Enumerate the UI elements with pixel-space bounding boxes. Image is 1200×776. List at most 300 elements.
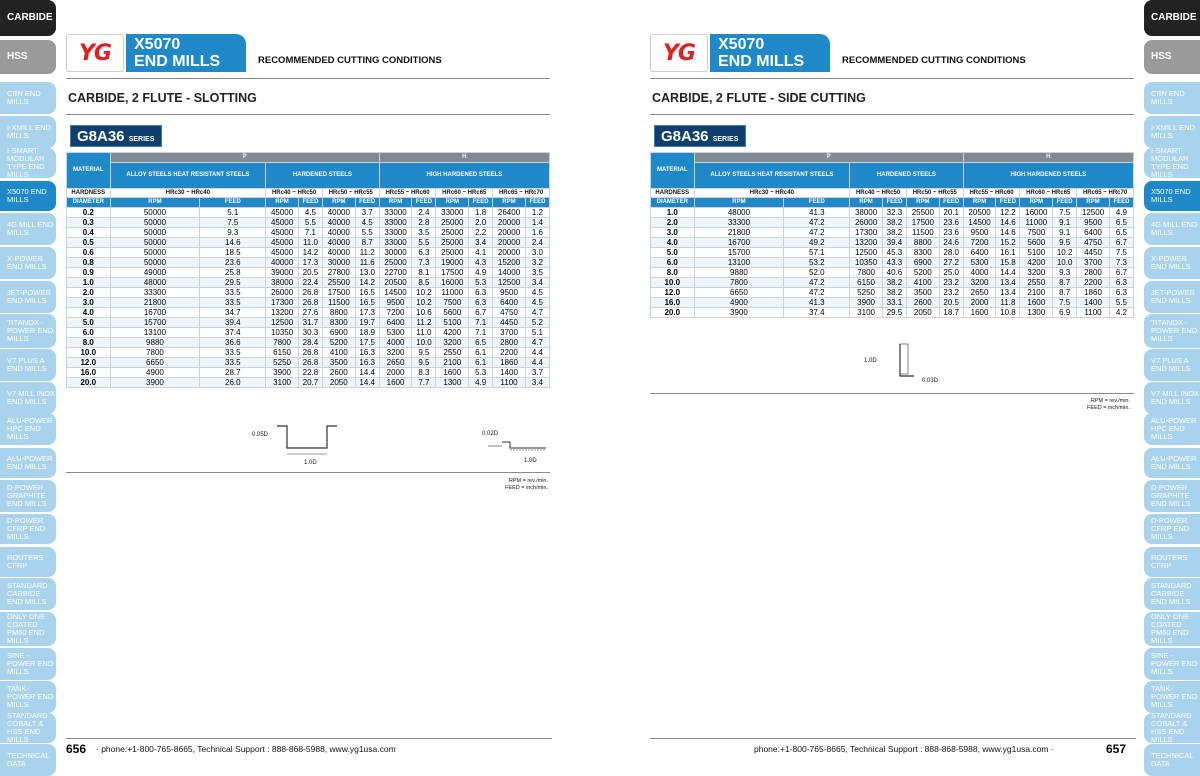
value-cell: 26.8: [298, 357, 322, 367]
diameter-cell: 5.0: [67, 317, 111, 327]
sidebar-tab[interactable]: TANK-POWER END MILLS: [1144, 681, 1200, 713]
value-cell: 4450: [1077, 247, 1110, 257]
value-cell: 14.4: [355, 377, 379, 387]
value-cell: 25000: [379, 257, 412, 267]
value-cell: 4.4: [525, 347, 549, 357]
value-cell: 7.1: [469, 317, 493, 327]
feed-header: FEED: [469, 198, 493, 208]
sidebar-tab[interactable]: ONLY ONE COATED PM60 END MILLS: [0, 612, 56, 646]
sidebar-tab[interactable]: ROUTERS CFRP: [1144, 547, 1200, 577]
value-cell: 2000: [379, 367, 412, 377]
hardened-header: HARDENED STEELS: [850, 162, 963, 188]
value-cell: 11.2: [355, 247, 379, 257]
table-row: [67, 377, 550, 387]
value-cell: 5.3: [469, 277, 493, 287]
value-cell: 1400: [493, 367, 526, 377]
sidebar-tab[interactable]: V7 PLUS A END MILLS: [1144, 349, 1200, 381]
sidebar-tab[interactable]: I-XMILL END MILLS: [1144, 116, 1200, 148]
sidebar-tab[interactable]: 4G MILL END MILLS: [0, 213, 56, 245]
value-cell: 7800: [694, 277, 784, 287]
value-cell: 33.5: [200, 347, 266, 357]
hardness-range: HRc40 ~ HRc50: [850, 188, 907, 198]
table-row: [651, 207, 1134, 217]
value-cell: 49.2: [784, 237, 850, 247]
value-cell: 41.3: [784, 297, 850, 307]
feed-header: FEED: [1053, 198, 1077, 208]
sidebar-tab[interactable]: CARBIDE: [1144, 0, 1200, 36]
value-cell: 5.5: [355, 227, 379, 237]
yg-logo: YG: [650, 34, 708, 72]
value-cell: 2650: [379, 357, 412, 367]
page-left: [62, 0, 552, 776]
value-cell: 3.5: [525, 267, 549, 277]
value-cell: 16.1: [996, 247, 1020, 257]
value-cell: 3.2: [525, 257, 549, 267]
value-cell: 4900: [694, 297, 784, 307]
value-cell: 17.5: [355, 337, 379, 347]
value-cell: 33000: [436, 207, 469, 217]
rpm-header: RPM: [1077, 198, 1110, 208]
sidebar-tab[interactable]: SINE -POWER END MILLS: [0, 648, 56, 680]
sidebar-tab[interactable]: X5070 END MILLS: [0, 181, 56, 211]
diameter-cell: 12.0: [67, 357, 111, 367]
value-cell: 11000: [436, 287, 469, 297]
value-cell: 4900: [110, 367, 200, 377]
diameter-cell: 0.4: [67, 227, 111, 237]
value-cell: 1600: [379, 377, 412, 387]
value-cell: 23.2: [939, 287, 963, 297]
value-cell: 6.5: [1109, 217, 1133, 227]
value-cell: 1.8: [469, 207, 493, 217]
value-cell: 20000: [493, 247, 526, 257]
sidebar-tab[interactable]: ONLY ONE COATED PM60 END MILLS: [1144, 612, 1200, 646]
rpm-header: RPM: [322, 198, 355, 208]
value-cell: 15.2: [996, 237, 1020, 247]
value-cell: 3900: [266, 367, 299, 377]
value-cell: 4.7: [525, 307, 549, 317]
value-cell: 9500: [379, 297, 412, 307]
high-hardened-header: HIGH HARDENED STEELS: [963, 162, 1133, 188]
alloy-header: ALLOY STEELS HEAT RESISTANT STEELS: [110, 162, 266, 188]
divider: [650, 78, 1134, 79]
divider: [66, 78, 550, 79]
table-row: [651, 267, 1134, 277]
footer-divider: [66, 738, 552, 739]
value-cell: 2200: [1077, 277, 1110, 287]
cutting-table: [66, 152, 550, 388]
value-cell: 19.7: [355, 317, 379, 327]
value-cell: 28.4: [298, 337, 322, 347]
value-cell: 5.5: [298, 217, 322, 227]
value-cell: 7.5: [1053, 207, 1077, 217]
table-row: [67, 217, 550, 227]
diameter-cell: 6.0: [67, 327, 111, 337]
value-cell: 11.0: [298, 237, 322, 247]
value-cell: 6.3: [1109, 277, 1133, 287]
value-cell: 7.5: [200, 217, 266, 227]
diameter-cell: 20.0: [67, 377, 111, 387]
value-cell: 12500: [850, 247, 883, 257]
value-cell: 1600: [963, 307, 996, 317]
value-cell: 13200: [266, 307, 299, 317]
value-cell: 3500: [322, 357, 355, 367]
sidebar-tab[interactable]: ALU-POWER END MILLS: [0, 448, 56, 478]
table-row: [67, 267, 550, 277]
diameter-header: DIAMETER: [651, 198, 695, 208]
value-cell: 11.8: [996, 297, 1020, 307]
value-cell: 18.5: [200, 247, 266, 257]
value-cell: 3200: [1020, 267, 1053, 277]
value-cell: 23.6: [200, 257, 266, 267]
diagram-height-label: 1.0D: [864, 358, 877, 364]
value-cell: 3500: [906, 287, 939, 297]
diameter-cell: 0.8: [67, 257, 111, 267]
value-cell: 14.6: [996, 217, 1020, 227]
value-cell: 4100: [322, 347, 355, 357]
value-cell: 2100: [436, 357, 469, 367]
value-cell: 17300: [850, 227, 883, 237]
slotting-diagram: [272, 424, 352, 464]
value-cell: 5300: [379, 327, 412, 337]
value-cell: 13.4: [996, 277, 1020, 287]
value-cell: 25000: [436, 227, 469, 237]
hardness-range: HRc65 ~ HRc70: [493, 188, 550, 198]
value-cell: 5.1: [200, 207, 266, 217]
value-cell: 6650: [110, 357, 200, 367]
rpm-header: RPM: [379, 198, 412, 208]
value-cell: 39.4: [882, 237, 906, 247]
value-cell: 25000: [436, 237, 469, 247]
value-cell: 7.3: [1109, 257, 1133, 267]
value-cell: 53.2: [784, 257, 850, 267]
value-cell: 1860: [1077, 287, 1110, 297]
rpm-header: RPM: [694, 198, 784, 208]
value-cell: 17.3: [298, 257, 322, 267]
value-cell: 2.0: [469, 217, 493, 227]
sidebar-tab[interactable]: TANK-POWER END MILLS: [0, 681, 56, 713]
sidebar-tab[interactable]: X-POWER END MILLS: [0, 247, 56, 279]
hardness-range: HRc65 ~ HRc70: [1077, 188, 1134, 198]
value-cell: 8300: [906, 247, 939, 257]
hardness-range: HRc60 ~ HRc65: [1020, 188, 1077, 198]
value-cell: 11500: [906, 227, 939, 237]
value-cell: 1100: [493, 377, 526, 387]
sidebar-tab[interactable]: ALU-POWER END MILLS: [1144, 448, 1200, 478]
value-cell: 40000: [266, 257, 299, 267]
value-cell: 9500: [963, 227, 996, 237]
value-cell: 23.6: [939, 217, 963, 227]
value-cell: 6400: [963, 247, 996, 257]
value-cell: 8.7: [355, 237, 379, 247]
sidebar-tab[interactable]: STANDARD CARBIDE END MILLS: [0, 578, 56, 610]
value-cell: 49000: [110, 267, 200, 277]
value-cell: 6400: [493, 297, 526, 307]
value-cell: 15.8: [996, 257, 1020, 267]
value-cell: 5200: [906, 267, 939, 277]
value-cell: 23.2: [939, 277, 963, 287]
value-cell: 3.4: [469, 237, 493, 247]
sidebar-tab[interactable]: CBN END MILLS: [0, 82, 56, 114]
value-cell: 4200: [1020, 257, 1053, 267]
value-cell: 2.8: [412, 217, 436, 227]
value-cell: 7200: [963, 237, 996, 247]
sidebar-tab[interactable]: CBN END MILLS: [1144, 82, 1200, 114]
table-row: [67, 307, 550, 317]
cutting-table: [650, 152, 1134, 318]
sidebar-tab[interactable]: I-SMART MODULAR TYPE END MILLS: [1144, 148, 1200, 178]
value-cell: 4.9: [1109, 207, 1133, 217]
value-cell: 9.1: [1053, 227, 1077, 237]
value-cell: 14000: [493, 267, 526, 277]
rpm-header: RPM: [110, 198, 200, 208]
diameter-cell: 12.0: [651, 287, 695, 297]
value-cell: 12.2: [996, 207, 1020, 217]
value-cell: 7.3: [412, 257, 436, 267]
table-row: [67, 317, 550, 327]
sidebar-tab[interactable]: D-POWER GRAPHITE END MILLS: [1144, 480, 1200, 512]
value-cell: 6.7: [1109, 237, 1133, 247]
value-cell: 20.1: [939, 207, 963, 217]
sidebar-tab[interactable]: JET-POWER END MILLS: [0, 281, 56, 313]
table-row: [651, 257, 1134, 267]
value-cell: 57.1: [784, 247, 850, 257]
value-cell: 22700: [379, 267, 412, 277]
value-cell: 5250: [850, 287, 883, 297]
value-cell: 8.5: [412, 277, 436, 287]
table-row: [67, 347, 550, 357]
value-cell: 47.2: [784, 217, 850, 227]
value-cell: 3700: [493, 327, 526, 337]
feed-header: FEED: [200, 198, 266, 208]
value-cell: 2.4: [412, 207, 436, 217]
value-cell: 8300: [322, 317, 355, 327]
sidebar-tab[interactable]: STANDARD CARBIDE END MILLS: [1144, 578, 1200, 610]
product-title: X5070 END MILLS: [126, 34, 246, 72]
value-cell: 47.2: [784, 277, 850, 287]
table-row: [651, 237, 1134, 247]
sidebar-tab[interactable]: STANDARD COBALT & HSS END MILLS: [0, 713, 56, 743]
sidebar-tab[interactable]: TECHNICAL DATA: [1144, 744, 1200, 776]
page-number: 656: [66, 742, 87, 756]
value-cell: 26000: [266, 287, 299, 297]
value-cell: 1.4: [525, 217, 549, 227]
value-cell: 38000: [850, 207, 883, 217]
value-cell: 40000: [322, 247, 355, 257]
value-cell: 14.2: [298, 247, 322, 257]
value-cell: 9500: [1077, 217, 1110, 227]
sidebar-tab[interactable]: ROUTERS CFRP: [0, 547, 56, 577]
sidebar-tab[interactable]: V7 MILL INOX END MILLS: [1144, 382, 1200, 414]
table-row: [651, 297, 1134, 307]
rpm-header: RPM: [436, 198, 469, 208]
side-cutting-diagram: [880, 342, 920, 386]
value-cell: 5.5: [1109, 297, 1133, 307]
value-cell: 3900: [110, 377, 200, 387]
value-cell: 6400: [379, 317, 412, 327]
value-cell: 12500: [1077, 207, 1110, 217]
hardness-range: HRc30 ~ HRc40: [110, 188, 266, 198]
value-cell: 17500: [906, 217, 939, 227]
feed-header: FEED: [412, 198, 436, 208]
value-cell: 10350: [850, 257, 883, 267]
hardness-range: HRc55 ~ HRc60: [379, 188, 436, 198]
value-cell: 1300: [436, 377, 469, 387]
value-cell: 5.5: [412, 237, 436, 247]
sidebar-tab[interactable]: V7 MILL INOX END MILLS: [0, 382, 56, 414]
value-cell: 4.9: [469, 267, 493, 277]
value-cell: 4000: [963, 267, 996, 277]
sidebar-tab[interactable]: X-POWER END MILLS: [1144, 247, 1200, 279]
value-cell: 5100: [1020, 247, 1053, 257]
value-cell: 17.3: [355, 307, 379, 317]
value-cell: 4750: [1077, 237, 1110, 247]
yg-logo: YG: [66, 34, 124, 72]
value-cell: 4.9: [469, 377, 493, 387]
page-number: 657: [1106, 742, 1127, 756]
value-cell: 6900: [322, 327, 355, 337]
value-cell: 45000: [266, 217, 299, 227]
sidebar-tab[interactable]: HSS: [0, 40, 56, 74]
sidebar-tab[interactable]: ALU-POWER HPC END MILLS: [0, 413, 56, 445]
sidebar-tab[interactable]: X5070 END MILLS: [1144, 181, 1200, 211]
value-cell: 26.8: [298, 297, 322, 307]
value-cell: 16000: [1020, 207, 1053, 217]
value-cell: 6900: [906, 257, 939, 267]
value-cell: 45.3: [882, 247, 906, 257]
sidebar-tab[interactable]: JET-POWER END MILLS: [1144, 281, 1200, 313]
value-cell: 12500: [266, 317, 299, 327]
sidebar-tab[interactable]: ALU-POWER HPC END MILLS: [1144, 413, 1200, 445]
sidebar-tab[interactable]: D-POWER GRAPHITE END MILLS: [0, 480, 56, 512]
sidebar-tab[interactable]: V7 PLUS A END MILLS: [0, 349, 56, 381]
feed-header: FEED: [882, 198, 906, 208]
contact-info: · phone:+1-800-765-8665, Technical Support : 888-868-5988, www.yg1usa.com: [96, 744, 396, 754]
value-cell: 6.9: [1053, 307, 1077, 317]
table-row: [651, 287, 1134, 297]
sidebar-tab[interactable]: 4G MILL END MILLS: [1144, 213, 1200, 245]
diameter-cell: 3.0: [651, 227, 695, 237]
value-cell: 1400: [1077, 297, 1110, 307]
sidebar-tab[interactable]: TECHNICAL DATA: [0, 744, 56, 776]
sidebar-tab[interactable]: STANDARD COBALT & HSS END MILLS: [1144, 713, 1200, 743]
table-row: [67, 247, 550, 257]
value-cell: 26400: [493, 207, 526, 217]
value-cell: 30000: [379, 247, 412, 257]
value-cell: 28.7: [200, 367, 266, 377]
value-cell: 21800: [694, 227, 784, 237]
table-row: [651, 217, 1134, 227]
hardness-range: HRc60 ~ HRc65: [436, 188, 493, 198]
value-cell: 22.8: [298, 367, 322, 377]
value-cell: 6.5: [469, 337, 493, 347]
value-cell: 2200: [493, 347, 526, 357]
value-cell: 10.0: [412, 337, 436, 347]
sidebar-tab[interactable]: CARBIDE: [0, 0, 56, 36]
value-cell: 5600: [436, 307, 469, 317]
diameter-cell: 6.0: [651, 257, 695, 267]
sidebar-tab[interactable]: I-SMART MODULAR TYPE END MILLS: [0, 148, 56, 178]
sidebar-tab[interactable]: TITANOX -POWER END MILLS: [1144, 314, 1200, 348]
value-cell: 4.2: [1109, 307, 1133, 317]
diameter-cell: 1.0: [651, 207, 695, 217]
value-cell: 5.2: [525, 317, 549, 327]
rpm-header: RPM: [266, 198, 299, 208]
value-cell: 9.3: [1053, 267, 1077, 277]
value-cell: 6150: [266, 347, 299, 357]
value-cell: 3100: [850, 307, 883, 317]
value-cell: 20500: [379, 277, 412, 287]
value-cell: 50000: [110, 207, 200, 217]
value-cell: 45000: [266, 227, 299, 237]
sidebar-tab[interactable]: TITANOX -POWER END MILLS: [0, 314, 56, 348]
rpm-header: RPM: [1020, 198, 1053, 208]
sidebar-tab[interactable]: D-POWER CFRP END MILLS: [1144, 514, 1200, 544]
value-cell: 50000: [110, 237, 200, 247]
value-cell: 7.1: [298, 227, 322, 237]
value-cell: 20000: [493, 227, 526, 237]
diameter-cell: 0.9: [67, 267, 111, 277]
diagram2-depth-label: 0.02D: [482, 431, 499, 437]
diagram-width-label: 1.0D: [304, 460, 317, 466]
h-group-header: H: [379, 153, 549, 163]
value-cell: 6.3: [469, 297, 493, 307]
value-cell: 3.4: [525, 277, 549, 287]
units-note: RPM = rev./min. FEED = inch/min.: [505, 478, 548, 491]
material-header: MATERIAL: [67, 153, 111, 189]
value-cell: 4.5: [525, 287, 549, 297]
value-cell: 2800: [493, 337, 526, 347]
value-cell: 17500: [436, 267, 469, 277]
value-cell: 19000: [436, 257, 469, 267]
page-right: [646, 0, 1136, 776]
value-cell: 20.5: [939, 297, 963, 307]
value-cell: 39.4: [200, 317, 266, 327]
sidebar-tab[interactable]: HSS: [1144, 40, 1200, 74]
sidebar-tab[interactable]: I-XMILL END MILLS: [0, 116, 56, 148]
diameter-cell: 4.0: [651, 237, 695, 247]
value-cell: 14.4: [996, 267, 1020, 277]
value-cell: 2800: [1077, 267, 1110, 277]
divider: [650, 393, 1134, 394]
diameter-cell: 0.2: [67, 207, 111, 217]
value-cell: 4200: [436, 327, 469, 337]
value-cell: 3.4: [525, 377, 549, 387]
diameter-cell: 5.0: [651, 247, 695, 257]
value-cell: 5200: [322, 337, 355, 347]
value-cell: 3.7: [355, 207, 379, 217]
value-cell: 3.5: [412, 227, 436, 237]
value-cell: 6150: [850, 277, 883, 287]
diameter-cell: 2.0: [67, 287, 111, 297]
divider: [66, 114, 550, 115]
value-cell: 11500: [322, 297, 355, 307]
value-cell: 8.1: [412, 267, 436, 277]
sidebar-tab[interactable]: D-POWER CFRP END MILLS: [0, 514, 56, 544]
value-cell: 20.5: [298, 267, 322, 277]
table-row: [651, 307, 1134, 317]
value-cell: 27.6: [298, 307, 322, 317]
value-cell: 38.2: [882, 227, 906, 237]
value-cell: 7.5: [1053, 297, 1077, 307]
sidebar-tab[interactable]: SINE -POWER END MILLS: [1144, 648, 1200, 680]
value-cell: 16000: [436, 277, 469, 287]
value-cell: 27800: [322, 267, 355, 277]
value-cell: 6.5: [1109, 227, 1133, 237]
value-cell: 26.0: [200, 377, 266, 387]
value-cell: 4.5: [298, 207, 322, 217]
value-cell: 32.3: [882, 207, 906, 217]
feed-header: FEED: [355, 198, 379, 208]
